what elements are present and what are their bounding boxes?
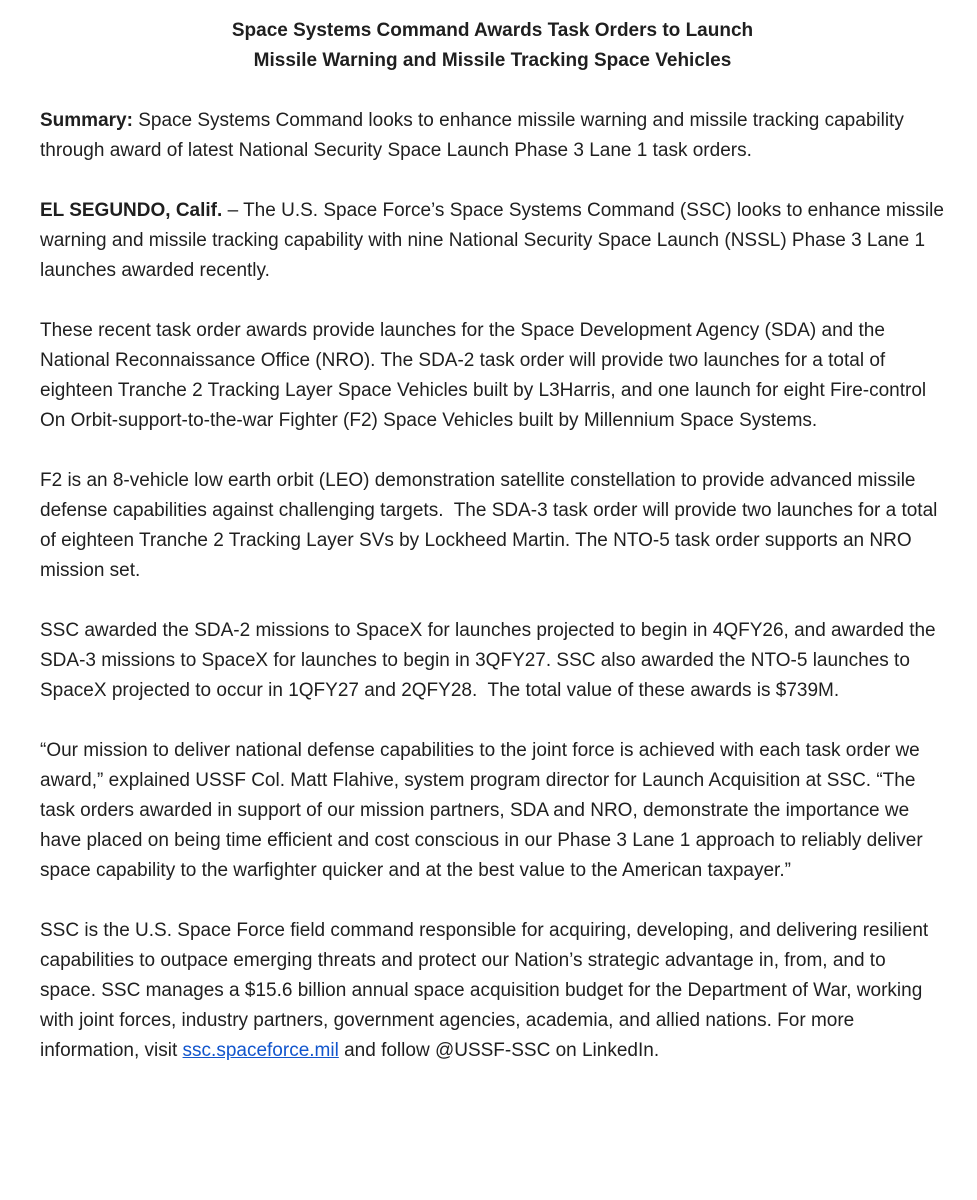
ssc-spaceforce-link[interactable]: ssc.spaceforce.mil [182, 1040, 339, 1061]
document-title [40, 16, 945, 76]
title-line-2: Missile Warning and Missile Tracking Space Vehicles [253, 50, 732, 71]
body-text-segment: SSC is the U.S. Space Force field command responsible for acquiring, developing, and delivering resilient capabilities to outpace emerging threats and protect our Nation’s strategic advantage in, from, and to space. SSC manages a $15.6 billion annual space acquisition budget for the Department of War, working with joint forces, industry partners, government agencies, academia, and allied nations. For more information, visit [40, 920, 934, 1061]
body-text-segment: These recent task order awards provide launches for the Space Development Agency (SDA) and the National Reconnaissance Office (NRO). The SDA-2 task order will provide two launches for a total of eighteen Tranche 2 Tracking Layer Space Vehicles built by L3Harris, and one launch for eight Fire-control On Orbit-support-to-the-war Fighter (F2) Space Vehicles built by Millennium Space Systems. [40, 320, 932, 431]
document-body [40, 106, 950, 1066]
title-line-1: Space Systems Command Awards Task Orders to Launch [231, 20, 754, 41]
task-order-awards-paragraph [40, 316, 945, 436]
body-text-segment: and follow @USSF-SSC on LinkedIn. [338, 1040, 660, 1061]
body-text-segment: – The U.S. Space Force’s Space Systems Command (SSC) looks to enhance missile warning and missile tracking capability with nine National Security Space Launch (NSSL) Phase 3 Lane 1 launches awarded recently. [40, 200, 950, 281]
bold-lead-text: EL SEGUNDO, Calif. [40, 200, 223, 221]
awards-value-paragraph [40, 616, 945, 706]
bold-lead-text: Summary: [40, 110, 133, 131]
summary-paragraph [40, 106, 945, 166]
boilerplate-paragraph [40, 916, 945, 1066]
body-text-segment: SSC awarded the SDA-2 missions to SpaceX for launches projected to begin in 4QFY26, and awarded the SDA-3 missions to SpaceX for launches to begin in 3QFY27. SSC also awarded the NTO-5 launches to SpaceX projected to occur in 1QFY27 and 2QFY28. The total value of these awards is $739M. [40, 620, 941, 701]
body-text-segment: “Our mission to deliver national defense capabilities to the joint force is achieved with each task order we award,” explained USSF Col. Matt Flahive, system program director for Launch Acquisition at SSC. “The task orders awarded in support of our mission partners, SDA and NRO, demonstrate the importance we have placed on being time efficient and cost conscious in our Phase 3 Lane 1 approach to reliably deliver space capability to the warfighter quicker and at the best value to the American taxpayer.” [40, 740, 928, 881]
f2-constellation-paragraph [40, 466, 945, 586]
body-text-segment: Space Systems Command looks to enhance missile warning and missile tracking capability through award of latest National Security Space Launch Phase 3 Lane 1 task orders. [40, 110, 910, 161]
dateline-paragraph [40, 196, 950, 286]
body-text-segment: F2 is an 8-vehicle low earth orbit (LEO) demonstration satellite constellation to provide advanced missile defense capabilities against challenging targets. The SDA-3 task order will provide two launches for a total of eighteen Tranche 2 Tracking Layer SVs by Lockheed Martin. The NTO-5 task order supports an NRO mission set. [40, 470, 943, 581]
quote-paragraph [40, 736, 945, 886]
